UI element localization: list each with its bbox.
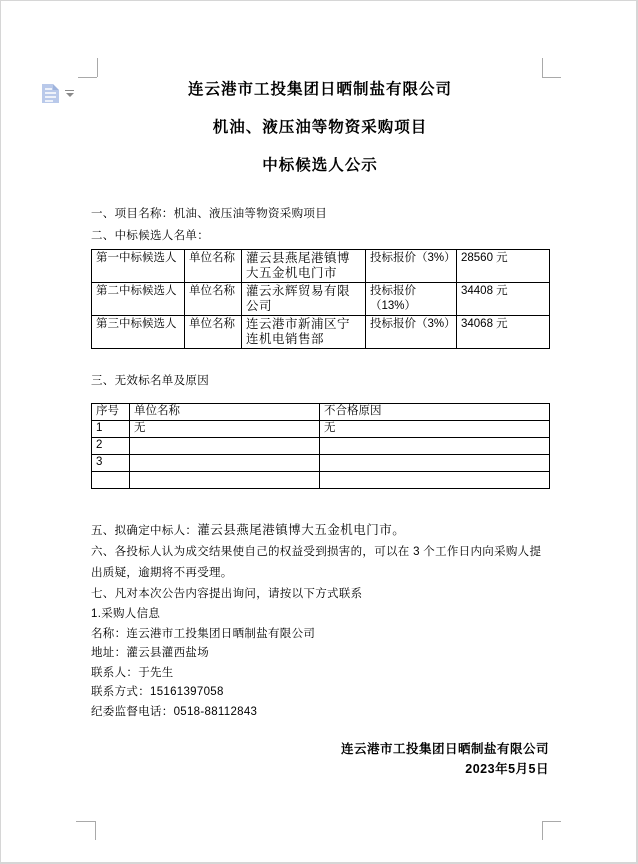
table-row xyxy=(92,438,550,455)
serial-cell: 1 xyxy=(92,421,130,438)
purchaser-supervision-phone: 纪委监督电话：0518-88112843 xyxy=(91,705,258,718)
purchaser-name: 名称：连云港市工投集团日晒制盐有限公司 xyxy=(91,627,316,640)
unit-name: 灌云永辉贸易有限公司 xyxy=(242,283,366,316)
signature-date: 2023年5月5日 xyxy=(465,762,549,776)
dropdown-arrow-icon[interactable] xyxy=(65,90,74,97)
candidate-rank: 第一中标候选人 xyxy=(92,250,185,283)
document-title-line-2: 机油、液压油等物资采购项目 xyxy=(212,119,428,136)
table-row xyxy=(92,472,550,489)
signature-block xyxy=(91,739,549,779)
unit-cell xyxy=(130,438,320,455)
document-title-line-3: 中标候选人公示 xyxy=(262,157,378,174)
document-title-line-1: 连云港市工投集团日晒制盐有限公司 xyxy=(187,81,452,98)
unit-label: 单位名称 xyxy=(185,283,242,316)
unit-label: 单位名称 xyxy=(185,316,242,349)
table-row xyxy=(92,283,550,316)
unit-cell xyxy=(130,472,320,489)
section-inquiry-notice: 七、凡对本次公告内容提出询问，请按以下方式联系 xyxy=(91,588,363,600)
proposed-winner-name: 灌云县燕尾港镇博大五金机电门市。 xyxy=(197,523,406,537)
reason-cell xyxy=(320,438,550,455)
proposed-winner-label: 五、拟确定中标人： xyxy=(91,525,198,537)
candidate-rank: 第二中标候选人 xyxy=(92,283,185,316)
paste-options-button[interactable] xyxy=(42,84,74,103)
table-row xyxy=(92,455,550,472)
price-value: 34068 元 xyxy=(457,316,550,349)
header-unit-name: 单位名称 xyxy=(130,404,320,421)
price-label: 投标报价（3%） xyxy=(366,316,457,349)
price-value: 28560 元 xyxy=(457,250,550,283)
header-serial: 序号 xyxy=(92,404,130,421)
candidate-rank: 第三中标候选人 xyxy=(92,316,185,349)
purchaser-contact-number: 联系方式：15161397058 xyxy=(91,686,224,698)
purchaser-contact-person: 联系人：于先生 xyxy=(91,666,174,679)
reason-cell xyxy=(320,455,550,472)
price-label: 投标报价（13%） xyxy=(366,283,457,316)
table-row xyxy=(92,250,550,283)
table-row xyxy=(92,421,550,438)
section-objection-notice: 六、各投标人认为成交结果使自己的权益受到损害的，可以在 3 个工作日内向采购人提出质疑，逾期将不再受理。 xyxy=(91,546,542,579)
serial-cell: 2 xyxy=(92,438,130,455)
section-invalid-bids-heading: 三、无效标名单及原因 xyxy=(91,375,209,387)
reason-cell xyxy=(320,472,550,489)
unit-label: 单位名称 xyxy=(185,250,242,283)
header-fail-reason: 不合格原因 xyxy=(320,404,550,421)
table-row xyxy=(92,316,550,349)
section-project-name: 一、项目名称：机油、液压油等物资采购项目 xyxy=(91,208,327,220)
serial-cell: 3 xyxy=(92,455,130,472)
unit-name: 连云港市新浦区宁连机电销售部 xyxy=(242,316,366,349)
candidates-table xyxy=(91,249,550,349)
serial-cell xyxy=(92,472,130,489)
document-content xyxy=(91,80,549,779)
price-value: 34408 元 xyxy=(457,283,550,316)
reason-cell: 无 xyxy=(320,421,550,438)
table-header-row xyxy=(92,404,550,421)
price-label: 投标报价（3%） xyxy=(366,250,457,283)
unit-cell: 无 xyxy=(130,421,320,438)
unit-name: 灌云县燕尾港镇博大五金机电门市 xyxy=(242,250,366,283)
purchaser-info-heading: 1.采购人信息 xyxy=(91,608,161,620)
signature-company: 连云港市工投集团日晒制盐有限公司 xyxy=(340,742,549,756)
section-candidates-heading: 二、中标候选人名单： xyxy=(91,230,209,242)
invalid-bids-table xyxy=(91,403,550,489)
section-proposed-winner xyxy=(91,520,549,542)
paste-document-icon xyxy=(42,84,59,103)
unit-cell xyxy=(130,455,320,472)
purchaser-address: 地址：灌云县灌西盐场 xyxy=(91,647,209,659)
